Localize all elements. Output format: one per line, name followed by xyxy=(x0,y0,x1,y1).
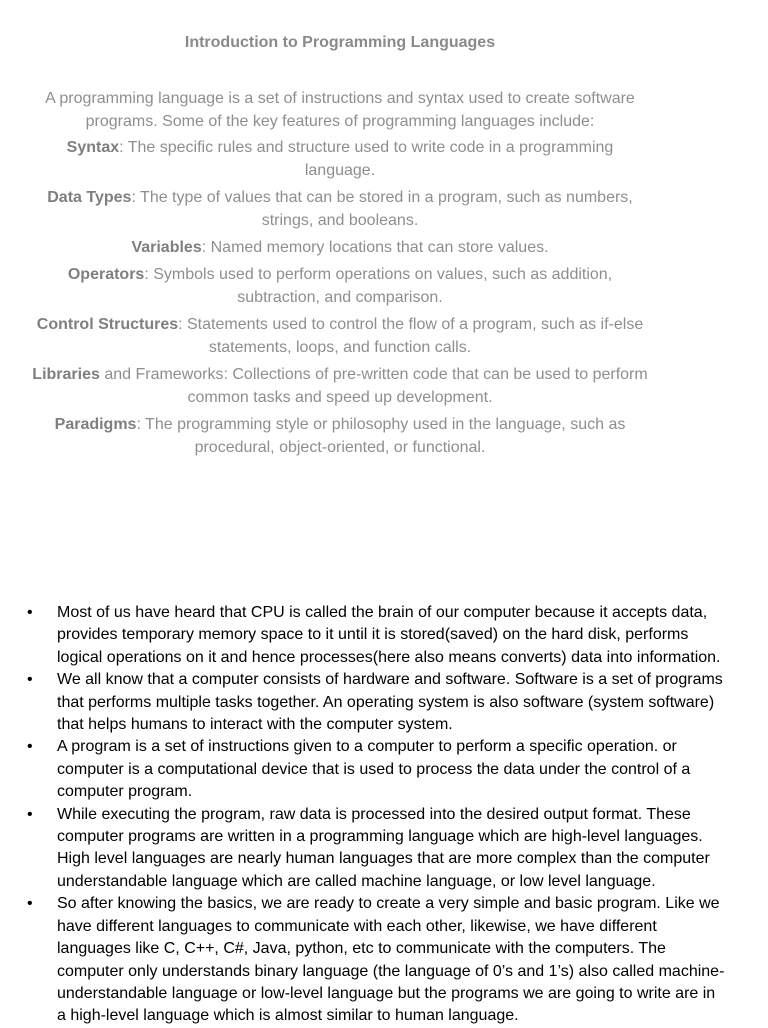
bullet-text: Most of us have heard that CPU is called the brain of our computer because it accepts data, provides temporary memory space to it until it is stored(saved) on the hard disk, performs logical operations on it and hence processes(here also means converts) data into information. xyxy=(57,604,721,666)
bullet-icon: • xyxy=(27,895,33,913)
feature-term: Data Types xyxy=(47,189,132,206)
intro-paragraph: A programming language is a set of instructions and syntax used to create software programs. Some of the key features of programming languages include: xyxy=(45,90,635,130)
intro-block xyxy=(30,87,650,463)
list-item xyxy=(0,736,768,803)
bullet-icon: • xyxy=(27,738,33,756)
feature-description: : The type of values that can be stored in a program, such as numbers, strings, and booleans. xyxy=(131,189,633,229)
feature-description: : The specific rules and structure used to write code in a programming language. xyxy=(119,139,614,179)
feature-item xyxy=(30,186,650,232)
bullet-list xyxy=(0,602,768,1028)
feature-term: Paradigms xyxy=(54,416,137,433)
feature-term: Syntax xyxy=(66,139,120,156)
list-item xyxy=(0,669,768,736)
bullet-text: While executing the program, raw data is processed into the desired output format. These computer programs are written in a programming language which are high-level languages. High level languages are nearly human languages that are more complex than the computer understandable language which are called machine language, or low level language. xyxy=(57,805,710,890)
bullet-text: A program is a set of instructions given to a computer to perform a specific operation. or computer is a computational device that is used to process the data under the control of a computer program. xyxy=(57,738,691,801)
feature-description: : Statements used to control the flow of a program, such as if-else statements, loops, and function calls. xyxy=(178,316,644,356)
feature-item xyxy=(30,363,650,409)
feature-description: and Frameworks: Collections of pre-written code that can be used to perform common tasks and speed up development. xyxy=(99,366,648,406)
bullet-text: We all know that a computer consists of hardware and software. Software is a set of programs that performs multiple tasks together. An operating system is also software (system software) that helps humans to interact with the computer system. xyxy=(57,671,723,734)
feature-description: : Named memory locations that can store values. xyxy=(201,239,549,256)
bullet-icon: • xyxy=(27,604,33,621)
bullet-text: So after knowing the basics, we are ready to create a very simple and basic program. Like we have different languages to communicate with each other, likewise, we have different languages like C, C++, C#, Java, python, etc to communicate with the computers. The computer only understands binary language (the language of 0’s and 1’s) also called machine-understandable language or low-level language but the programs we are going to write are in a high-level language which is almost similar to human language. xyxy=(57,895,725,1025)
feature-term: Control Structures xyxy=(36,316,179,333)
feature-item xyxy=(30,236,650,259)
feature-item xyxy=(30,313,650,359)
feature-description: : Symbols used to perform operations on values, such as addition, subtraction, and comparison. xyxy=(144,266,613,306)
page-title: Introduction to Programming Languages xyxy=(184,34,496,51)
bullet-icon: • xyxy=(27,805,33,823)
list-item xyxy=(0,804,768,894)
feature-item xyxy=(30,413,650,459)
list-item xyxy=(0,602,768,669)
feature-description: : The programming style or philosophy used in the language, such as procedural, object-oriented, or functional. xyxy=(136,416,626,456)
feature-term: Variables xyxy=(131,239,202,256)
list-item xyxy=(0,893,768,1027)
feature-term: Libraries xyxy=(32,366,100,383)
feature-term: Operators xyxy=(67,266,145,283)
bullet-icon: • xyxy=(27,671,33,689)
feature-item xyxy=(30,263,650,309)
feature-item xyxy=(30,136,650,182)
